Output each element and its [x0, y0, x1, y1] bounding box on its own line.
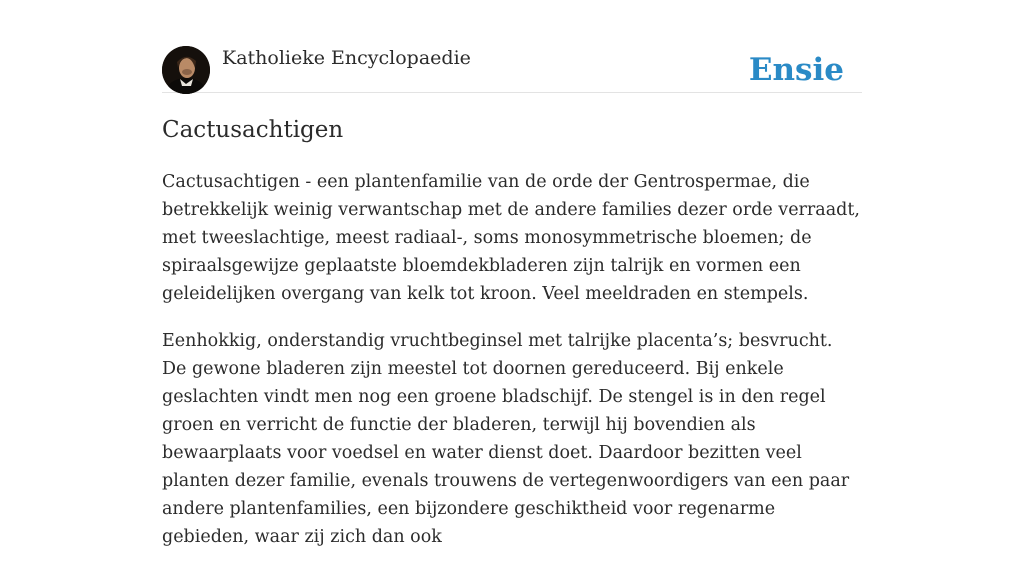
paragraph: Cactusachtigen - een plantenfamilie van de orde der Gentrospermae, die betrekkelijk weinig verwantschap met de andere families dezer orde verraadt, met tweeslachtige, meest radiaal-, soms monosymmetrische bloemen; de spiraalsgewijze geplaatste bloemdekbladeren zijn talrijk en vormen een geleidelijken overgang van kelk tot kroon. Veel meeldraden en stempels. — [162, 172, 860, 304]
ensie-logo[interactable]: Ensie — [748, 52, 844, 88]
site-name[interactable]: Katholieke Encyclopaedie — [222, 47, 471, 69]
page-title: Cactusachtigen — [162, 117, 344, 143]
portrait-avatar-icon[interactable] — [162, 46, 210, 94]
site-header — [162, 46, 862, 93]
article-body — [162, 168, 862, 570]
paragraph: Eenhokkig, onderstandig vruchtbeginsel met talrijke placenta’s; besvrucht. De gewone bladeren zijn meestel tot doornen gereduceerd. Bij enkele geslachten vindt men nog een groene bladschijf. De stengel is in den regel groen en verricht de functie der bladeren, terwijl hij bovendien als bewaarplaats voor voedsel en water dienst doet. Daardoor bezitten veel planten dezer familie, evenals trouwens de vertegenwoordigers van een paar andere plantenfamilies, een bijzondere geschiktheid voor regenarme gebieden, waar zij zich dan ook — [162, 331, 850, 547]
